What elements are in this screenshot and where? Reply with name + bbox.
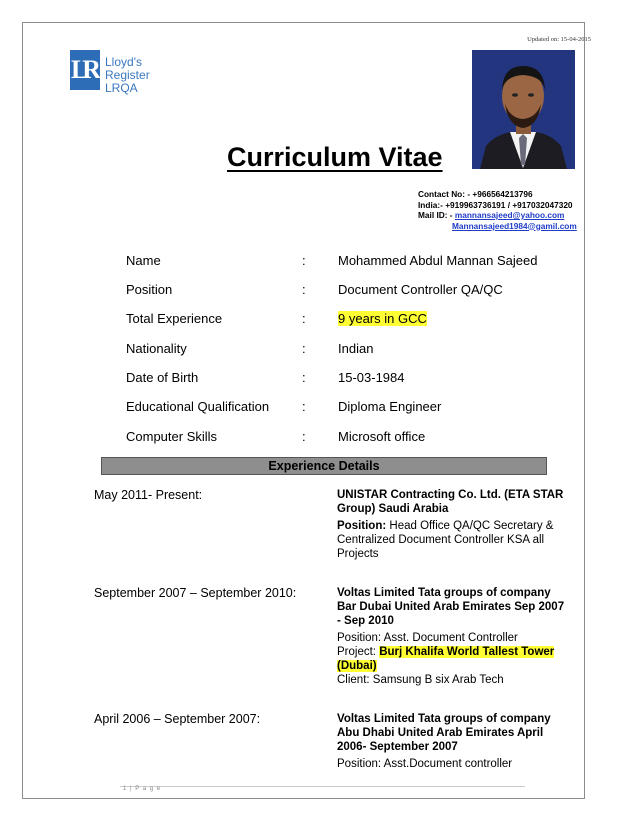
info-value: Document Controller QA/QC	[338, 282, 503, 297]
info-colon: :	[302, 429, 306, 444]
experience-position: Head Office QA/QC Secretary & Centralized Document Controller KSA all Projects	[337, 520, 554, 560]
contact-block	[418, 189, 577, 231]
footer-divider	[120, 786, 525, 787]
info-row-qualification	[126, 399, 546, 417]
email-link-1[interactable]: mannansajeed@yahoo.com	[454, 210, 565, 220]
info-value: 15-03-1984	[338, 370, 405, 385]
info-label: Name	[126, 253, 161, 268]
info-colon: :	[302, 282, 306, 297]
experience-date: September 2007 – September 2010:	[94, 586, 297, 600]
info-value: Indian	[338, 341, 374, 356]
contact-phone: Contact No: - +966564213796	[418, 189, 533, 199]
info-colon: :	[302, 341, 306, 356]
info-label: Educational Qualification	[126, 399, 270, 414]
logo-line2: LRQA	[105, 81, 138, 95]
info-value-highlighted: 9 years in GCC	[338, 311, 427, 326]
info-colon: :	[302, 399, 306, 414]
experience-date: April 2006 – September 2007:	[94, 712, 261, 726]
page-title: Curriculum Vitae	[227, 142, 443, 172]
experience-company: Voltas Limited Tata groups of company Bar Dubai United Arab Emirates Sep 2007 - Sep 2010	[337, 587, 565, 627]
experience-company: UNISTAR Contracting Co. Ltd. (ETA STAR Group) Saudi Arabia	[337, 489, 564, 515]
contact-india-phone: India:- +919963736191 / +917032047320	[418, 199, 573, 210]
experience-project-row	[337, 645, 567, 673]
info-value: Microsoft office	[338, 429, 426, 444]
info-label: Computer Skills	[126, 429, 218, 444]
experience-company: Voltas Limited Tata groups of company Abu Dhabi United Arab Emirates April 2006- September 2007	[337, 713, 551, 753]
experience-entry	[337, 488, 567, 561]
info-row-computer-skills	[126, 429, 546, 447]
contact-mail-row-2	[418, 221, 577, 232]
experience-entry	[337, 586, 567, 687]
experience-date: May 2011- Present:	[94, 488, 203, 502]
logo-line1: Lloyd's Register	[105, 55, 150, 82]
info-label: Nationality	[126, 341, 187, 356]
info-label: Position	[126, 282, 173, 297]
info-row-position	[126, 282, 546, 300]
info-value: Mohammed Abdul Mannan Sajeed	[338, 253, 538, 268]
experience-section-header: Experience Details	[101, 457, 547, 475]
experience-client: Client: Samsung B six Arab Tech	[337, 674, 504, 686]
info-colon: :	[302, 311, 306, 326]
info-label: Total Experience	[126, 311, 223, 326]
info-row-nationality	[126, 341, 546, 359]
info-colon: :	[302, 370, 306, 385]
mail-label: Mail ID: -	[418, 210, 455, 220]
experience-project: Burj Khalifa World Tallest Tower (Dubai)	[337, 646, 555, 672]
person-photo-icon	[472, 50, 575, 169]
info-label: Date of Birth	[126, 370, 199, 385]
page-number-footer: 1 | P a g e	[123, 786, 162, 792]
info-value: Diploma Engineer	[338, 399, 442, 414]
position-label: Position:	[337, 520, 387, 532]
email-link-2[interactable]: Mannansajeed1984@gamil.com	[452, 220, 577, 231]
contact-mail-row	[418, 210, 577, 221]
profile-photo	[472, 50, 575, 169]
info-colon: :	[302, 253, 306, 268]
lloyds-register-logo	[64, 43, 180, 99]
info-row-total-experience	[126, 311, 546, 329]
experience-position: Position: Asst. Document Controller	[337, 632, 518, 644]
updated-date: Updated on: 15-04-2015	[527, 36, 591, 43]
project-label: Project:	[337, 646, 380, 658]
experience-position: Position: Asst.Document controller	[337, 758, 513, 770]
lr-logo-mark: LR	[70, 50, 100, 90]
info-row-date-of-birth	[126, 370, 546, 388]
experience-entry	[337, 712, 569, 771]
logo-text	[105, 56, 180, 95]
experience-position-row	[337, 519, 567, 561]
info-row-name	[126, 253, 546, 271]
